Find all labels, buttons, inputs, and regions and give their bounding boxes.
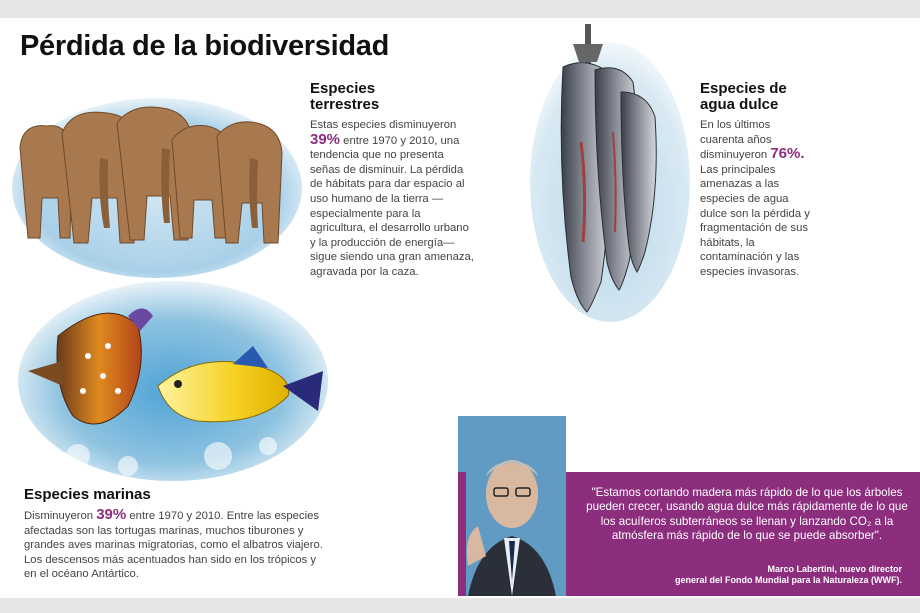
agua-dulce-pre: En los últimos cuarenta años disminuyeron [700, 119, 772, 162]
quote-accent-stripe [458, 472, 466, 596]
quote-attribution [572, 564, 902, 586]
agua-dulce-heading: Especies de agua dulce [700, 80, 787, 113]
tuna-illustration [525, 22, 690, 322]
quote-box [566, 472, 920, 596]
agua-dulce-text [700, 118, 815, 280]
terrestres-text [310, 118, 476, 280]
marinas-percent: 39% [96, 506, 127, 523]
terrestres-body: entre 1970 y 2010, una tendencia que no presenta señas de disminuir. La pérdida de hábitats para dar espacio al uso humano de la tierra —especialmente para la agricultura, el desarrollo urbano y la producción de energía— sigue siendo una gran amenaza, agravada por la caza. [310, 134, 474, 278]
marinas-pre: Disminuyeron [24, 510, 94, 522]
quote-attribution-line1: Marco Labertini, nuevo director [767, 564, 902, 574]
agua-dulce-body: Las principales amenazas a las especies de agua dulce son la pérdida y fragmentación de sus hábitats, la contaminación y las especies invasoras. [700, 163, 810, 278]
terrestres-percent: 39% [310, 130, 341, 148]
marinas-text [24, 508, 324, 582]
portrait-photo [458, 416, 566, 596]
reef-fish-illustration [18, 276, 328, 486]
quote-attribution-line2: general del Fondo Mundial para la Naturaleza (WWF). [674, 575, 902, 585]
quote-text: "Estamos cortando madera más rápido de lo que los árboles pueden crecer, usando agua dulce más rápidamente de lo que los acuíferos subterráneos se llenan y lanzando CO₂ a la atmósfera más rápido de lo que se puede absorber". [586, 486, 908, 543]
page-title: Pérdida de la biodiversidad [20, 30, 390, 62]
marinas-body: entre 1970 y 2010. Entre las especies afectadas son las tortugas marinas, muchos tiburones y grandes aves marinas migratorias, como el albatros viajero. Los descensos más acentuados han sido en los trópicos y en el océano Antártico. [24, 510, 323, 581]
terrestres-pre: Estas especies disminuyeron [310, 119, 457, 131]
elephants-illustration [12, 78, 302, 278]
infographic-page [0, 18, 920, 598]
agua-dulce-percent: 76%. [770, 145, 805, 163]
terrestres-heading: Especies terrestres [310, 80, 380, 113]
marinas-heading: Especies marinas [24, 486, 151, 503]
